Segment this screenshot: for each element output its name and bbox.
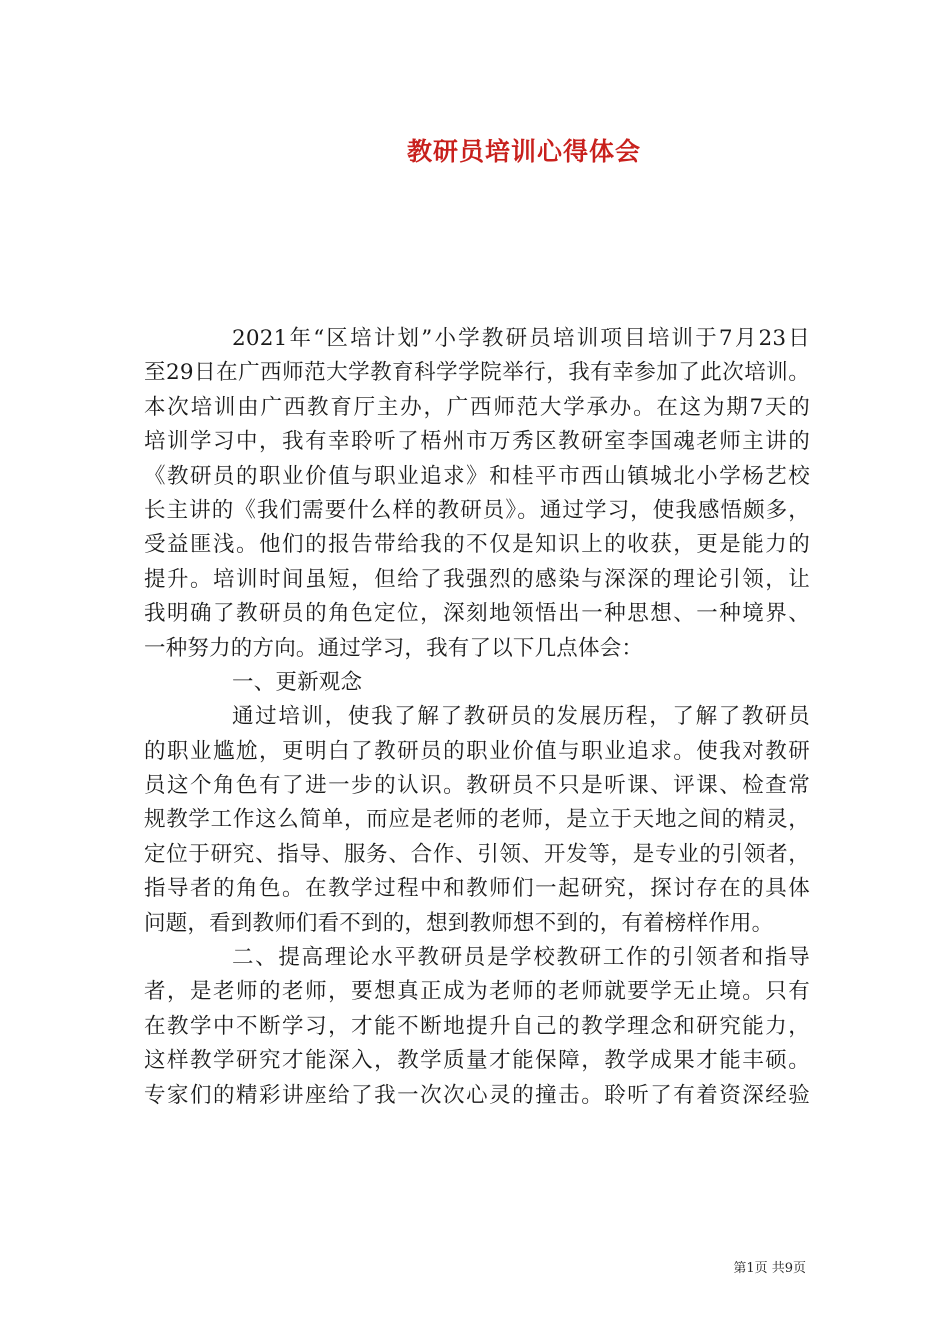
text-line: 员这个角色有了进一步的认识。教研员不只是听课、评课、检查常 [144,773,810,799]
text-line: 专家们的精彩讲座给了我一次次心灵的撞击。聆听了有着资深经验 [144,1082,810,1108]
document-body [144,322,810,1113]
text-line: 一种努力的方向。通过学习，我有了以下几点体会： [144,635,644,661]
text-line: 者，是老师的老师，要想真正成为老师的老师就要学无止境。只有 [144,979,810,1005]
page-number: 第1页 共9页 [733,1261,806,1276]
text-line: 我明确了教研员的角色定位，深刻地领悟出一种思想、一种境界、 [144,601,810,627]
text-line: 《教研员的职业价值与职业追求》和桂平市西山镇城北小学杨艺校 [144,463,810,489]
text-line: 培训学习中，我有幸聆听了梧州市万秀区教研室李国魂老师主讲的 [144,429,810,455]
text-line: 至29日在广西师范大学教育科学学院举行，我有幸参加了此次培训。 [144,360,810,386]
text-line: 2021年“区培计划”小学教研员培训项目培训于7月23日 [232,326,810,351]
text-line: 本次培训由广西教育厅主办，广西师范大学承办。在这为期7天的 [144,394,810,420]
text-line: 在教学中不断学习，才能不断地提升自己的教学理念和研究能力， [144,1013,810,1039]
text-line: 的职业尴尬，更明白了教研员的职业价值与职业追求。使我对教研 [144,738,810,764]
text-line: 通过培训，使我了解了教研员的发展历程，了解了教研员 [232,704,810,730]
section-heading: 二、提高理论水平教研员是学校教研工作的引领者和指导 [232,945,810,971]
section-heading: 一、更新观念 [232,669,363,695]
text-line: 受益匪浅。他们的报告带给我的不仅是知识上的收获，更是能力的 [144,532,810,558]
text-line: 定位于研究、指导、服务、合作、引领、开发等，是专业的引领者， [144,841,810,867]
text-line: 指导者的角色。在教学过程中和教师们一起研究，探讨存在的具体 [144,876,810,902]
text-line: 提升。培训时间虽短，但给了我强烈的感染与深深的理论引领，让 [144,566,810,592]
text-line: 这样教学研究才能深入，教学质量才能保障，教学成果才能丰硕。 [144,1048,810,1074]
text-line: 问题，看到教师们看不到的，想到教师想不到的，有着榜样作用。 [144,910,774,936]
text-line: 规教学工作这么简单，而应是老师的老师，是立于天地之间的精灵， [144,807,810,833]
text-line: 长主讲的《我们需要什么样的教研员》。通过学习，使我感悟颇多， [144,497,810,523]
document-title: 教研员培训心得体会 [406,137,641,166]
